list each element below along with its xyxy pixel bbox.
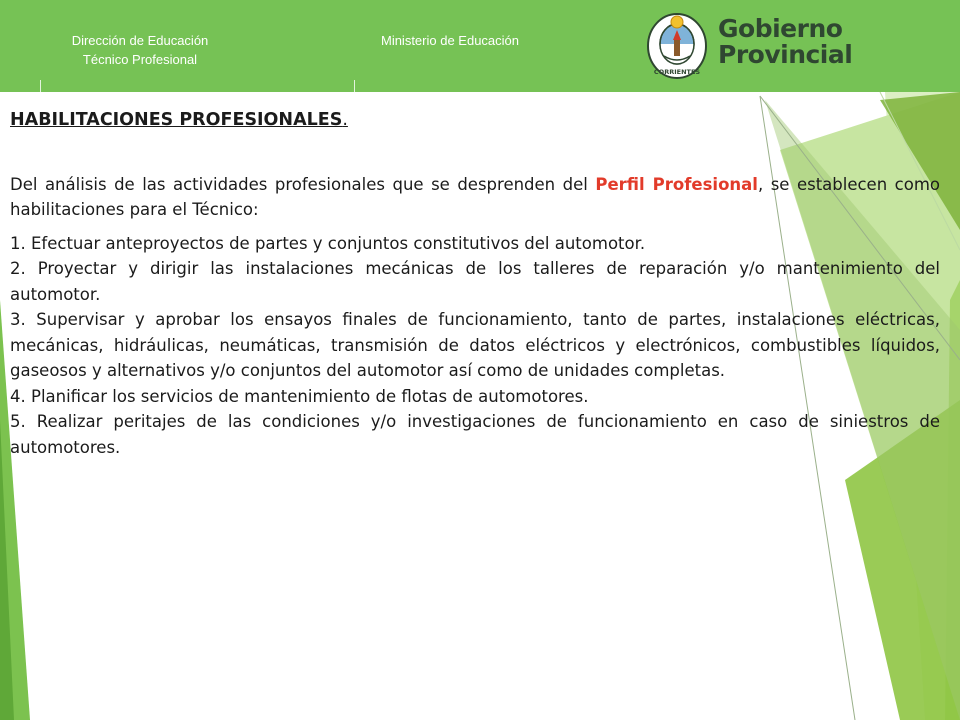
list-item: 4. Planificar los servicios de mantenimiento de flotas de automotores. — [10, 386, 589, 406]
intro-after: , se establecen como habilitaciones para el Técnico: — [10, 174, 941, 219]
corrientes-emblem-icon — [646, 10, 708, 80]
header-bar — [0, 0, 960, 92]
slide-title — [10, 108, 940, 134]
brand-logo — [718, 16, 852, 68]
intro-before: Del análisis de las actividades profesionales que se desprenden del — [10, 174, 596, 194]
list-item: 3. Supervisar y aprobar los ensayos finales de funcionamiento, tanto de partes, instalaciones eléctricas, mecánicas, hidráulicas, neumáticas, transmisión de datos eléctricos y electrónicos, combustibles líquidos, gaseosos y alternativos y/o conjuntos del automotor así como de unidades completas. — [10, 310, 940, 380]
header-divider-center — [354, 80, 355, 92]
slide-content — [10, 108, 940, 460]
slide-title-suffix: . — [342, 110, 348, 130]
list-item: 5. Realizar peritajes de las condiciones y/o investigaciones de funcionamiento en caso de siniestros de automotores. — [10, 412, 940, 457]
slide-title-text: HABILITACIONES PROFESIONALES — [10, 110, 343, 130]
list-item: 2. Proyectar y dirigir las instalaciones mecánicas de los talleres de reparación y/o mantenimiento del automotor. — [10, 259, 940, 304]
habilitaciones-list — [10, 231, 940, 461]
header-center-text: Ministerio de Educación — [380, 33, 520, 48]
brand-line1: Gobierno — [718, 14, 843, 43]
brand-line2: Provincial — [718, 40, 853, 69]
header-left-text — [40, 31, 240, 69]
perfil-profesional-highlight: Perfil Profesional — [595, 174, 758, 194]
intro-paragraph — [10, 172, 940, 223]
header-left-line2: Técnico Profesional — [82, 52, 198, 67]
list-item: 1. Efectuar anteproyectos de partes y conjuntos constitutivos del automotor. — [10, 233, 646, 253]
header-divider-left — [40, 80, 41, 92]
header-left-line1: Dirección de Educación — [71, 33, 209, 48]
svg-text:CORRIENTES: CORRIENTES — [653, 68, 701, 76]
